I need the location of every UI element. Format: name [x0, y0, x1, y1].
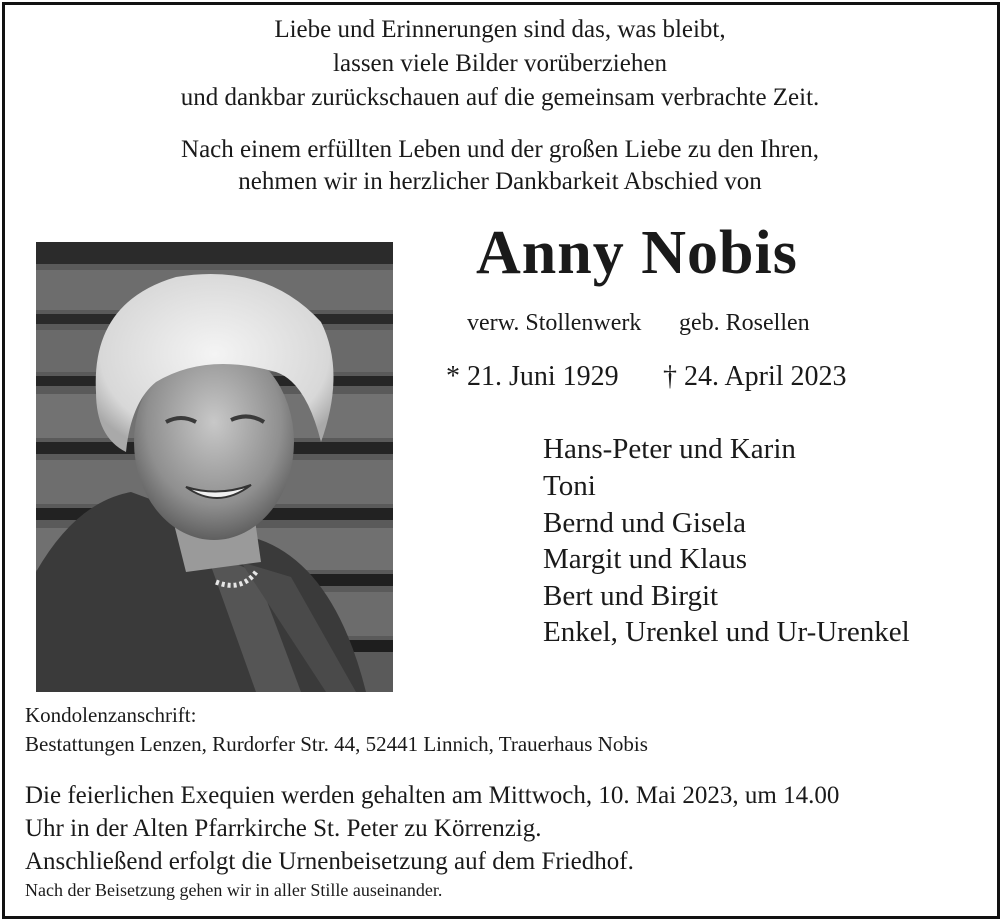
portrait-photo — [36, 242, 393, 692]
mourner-5: Bert und Birgit — [543, 580, 719, 612]
condolence-label: Kondolenzanschrift: — [25, 703, 197, 727]
intro-line-3: und dankbar zurückschauen auf die gemeinsam verbrachte Zeit. — [180, 84, 820, 111]
funeral-line-1: Die feierlichen Exequien werden gehalten am Mittwoch, 10. Mai 2023, um 14.00 — [25, 782, 840, 809]
mourner-4: Margit und Klaus — [543, 543, 748, 575]
funeral-line-2: Uhr in der Alten Pfarrkirche St. Peter zu Körrenzig. — [25, 815, 542, 842]
funeral-line-3: Anschließend erfolgt die Urnenbeisetzung auf dem Friedhof. — [25, 848, 634, 875]
birth-name: geb. Rosellen — [679, 310, 810, 336]
intro-line-4: Nach einem erfüllten Leben und der großen Liebe zu den Ihren, — [181, 136, 819, 163]
birth-date: * 21. Juni 1929 — [446, 361, 619, 392]
funeral-note: Nach der Beisetzung gehen wir in aller Stille auseinander. — [25, 880, 443, 900]
portrait-illustration — [36, 242, 393, 692]
widowed-name: verw. Stollenwerk — [467, 310, 642, 336]
deceased-name: Anny Nobis — [476, 219, 798, 287]
mourner-3: Bernd und Gisela — [543, 507, 746, 539]
intro-line-5: nehmen wir in herzlicher Dankbarkeit Abschied von — [238, 168, 762, 195]
mourner-6: Enkel, Urenkel und Ur-Urenkel — [543, 616, 910, 648]
mourner-2: Toni — [543, 470, 596, 502]
intro-line-1: Liebe und Erinnerungen sind das, was bleibt, — [274, 16, 726, 43]
mourner-1: Hans-Peter und Karin — [543, 433, 796, 465]
intro-line-2: lassen viele Bilder vorüberziehen — [333, 50, 667, 77]
death-date: † 24. April 2023 — [663, 361, 847, 392]
condolence-address: Bestattungen Lenzen, Rurdorfer Str. 44, 52441 Linnich, Trauerhaus Nobis — [25, 732, 648, 756]
